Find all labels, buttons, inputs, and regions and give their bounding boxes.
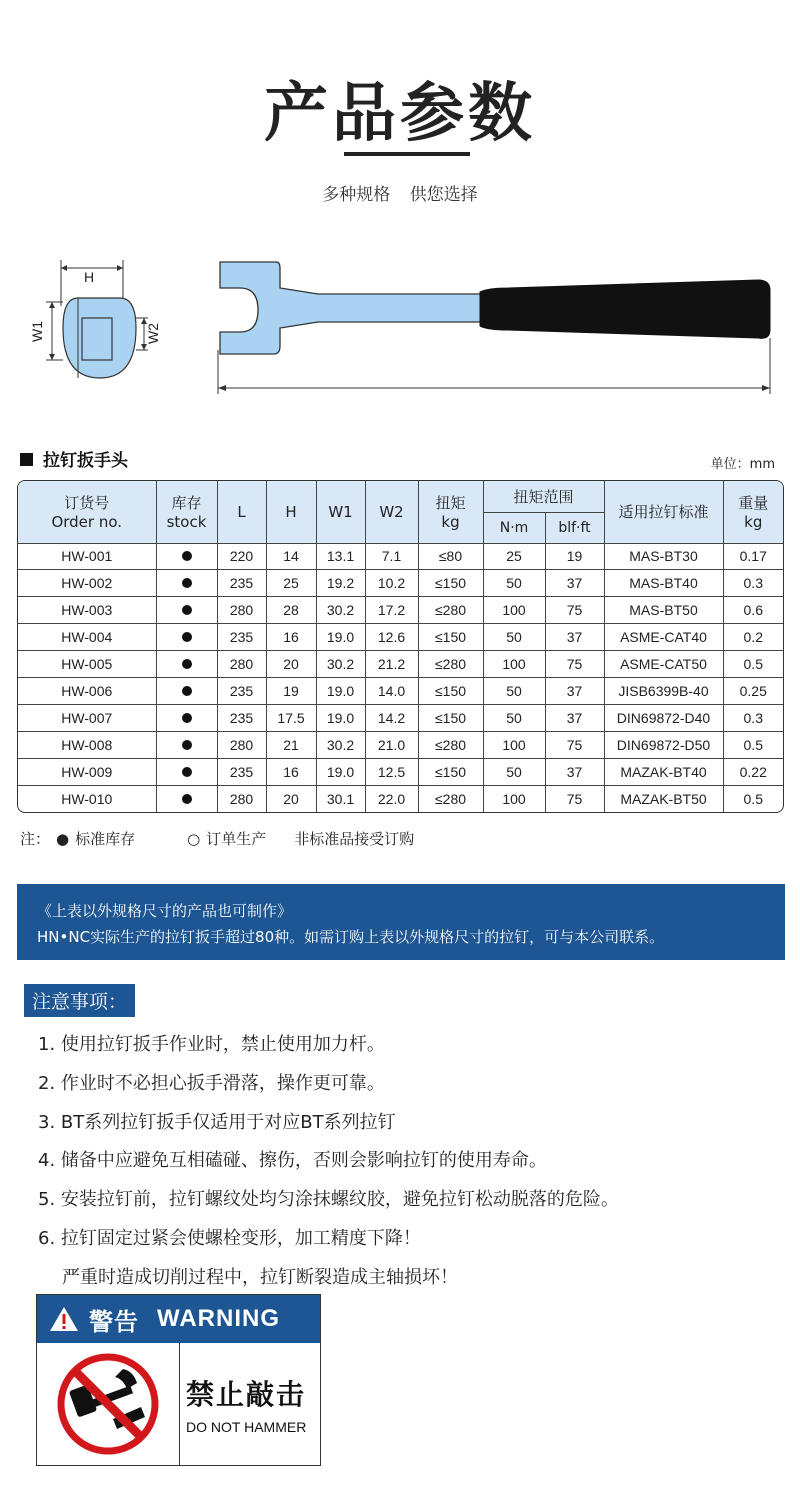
cell-nm: 50 [483, 758, 545, 785]
cell-l: 235 [217, 704, 266, 731]
warning-header [37, 1295, 320, 1343]
cell-w1: 13.1 [316, 543, 365, 570]
cell-weight: 0.5 [723, 785, 783, 812]
cell-order: HW-004 [18, 624, 156, 651]
header-w2: W2 [365, 481, 418, 543]
header-lbf: blf·ft [545, 512, 604, 543]
cell-standard: DIN69872-D40 [604, 704, 723, 731]
cell-h: 20 [266, 651, 316, 678]
cell-l: 235 [217, 570, 266, 597]
cell-stock [156, 543, 217, 570]
cell-weight: 0.3 [723, 570, 783, 597]
table-row [18, 651, 783, 678]
cell-torque: ≤150 [418, 624, 483, 651]
cell-stock [156, 570, 217, 597]
table-row [18, 543, 783, 570]
cell-weight: 0.17 [723, 543, 783, 570]
cell-lbf: 37 [545, 570, 604, 597]
cell-order: HW-008 [18, 731, 156, 758]
cell-l: 280 [217, 785, 266, 812]
table-row [18, 785, 783, 812]
notice-item: 3. BT系列拉钉扳手仅适用于对应BT系列拉钉 [38, 1111, 396, 1133]
cell-weight: 0.3 [723, 704, 783, 731]
cell-stock [156, 624, 217, 651]
custom-order-banner [17, 884, 785, 960]
cell-l: 280 [217, 651, 266, 678]
filled-dot-icon [182, 686, 192, 696]
page-subtitle: 多种规格 供您选择 [322, 185, 478, 205]
filled-dot-icon [182, 740, 192, 750]
cell-w1: 19.0 [316, 704, 365, 731]
cell-w2: 14.2 [365, 704, 418, 731]
cell-stock [156, 785, 217, 812]
notice-list [38, 1026, 619, 1298]
warning-sign [36, 1294, 321, 1466]
no-hammer-icon [37, 1343, 180, 1465]
header-order-en: Order no. [51, 513, 123, 532]
header-standard: 适用拉钉标准 [604, 481, 723, 543]
warning-label-cn: 警告 [89, 1307, 139, 1336]
cell-stock [156, 597, 217, 624]
cell-nm: 50 [483, 570, 545, 597]
cell-order: HW-010 [18, 785, 156, 812]
cell-stock [156, 758, 217, 785]
label-h: H [84, 269, 95, 285]
table-row [18, 704, 783, 731]
warning-triangle-icon [49, 1305, 79, 1333]
notice-item-continuation: 严重时造成切削过程中，拉钉断裂造成主轴损坏！ [62, 1266, 458, 1288]
section-title-text: 拉钉扳手头 [43, 451, 128, 471]
cell-w1: 30.2 [316, 597, 365, 624]
cell-order: HW-007 [18, 704, 156, 731]
cell-torque: ≤280 [418, 651, 483, 678]
cell-nm: 100 [483, 651, 545, 678]
banner-line-1: 《上表以外规格尺寸的产品也可制作》 [37, 902, 293, 920]
cell-w2: 17.2 [365, 597, 418, 624]
cell-standard: ASME-CAT50 [604, 651, 723, 678]
cell-nm: 100 [483, 731, 545, 758]
header-range: 扭矩范围 [483, 481, 604, 512]
header-weight-unit: kg [744, 513, 763, 532]
filled-dot-icon [182, 551, 192, 561]
cell-h: 20 [266, 785, 316, 812]
cell-w2: 12.5 [365, 758, 418, 785]
cell-h: 16 [266, 758, 316, 785]
cell-torque: ≤150 [418, 677, 483, 704]
square-bullet-icon [20, 453, 33, 466]
cell-lbf: 37 [545, 758, 604, 785]
notice-item: 1. 使用拉钉扳手作业时，禁止使用加力杆。 [38, 1034, 385, 1055]
spec-table [18, 481, 783, 812]
stock-legend [20, 828, 420, 849]
cell-h: 28 [266, 597, 316, 624]
table-row [18, 758, 783, 785]
header-h: H [266, 481, 316, 543]
filled-dot-icon [182, 794, 192, 804]
cell-torque: ≤280 [418, 731, 483, 758]
cell-w1: 19.0 [316, 758, 365, 785]
cell-weight: 0.2 [723, 624, 783, 651]
cell-lbf: 75 [545, 785, 604, 812]
warning-text-cn: 禁止敲击 [186, 1378, 307, 1411]
header-torque-unit: kg [441, 513, 460, 532]
cell-nm: 50 [483, 704, 545, 731]
cell-lbf: 37 [545, 704, 604, 731]
cell-l: 235 [217, 624, 266, 651]
cell-lbf: 37 [545, 677, 604, 704]
cell-torque: ≤150 [418, 758, 483, 785]
cell-w2: 21.2 [365, 651, 418, 678]
cell-l: 220 [217, 543, 266, 570]
cell-weight: 0.5 [723, 731, 783, 758]
cell-w2: 7.1 [365, 543, 418, 570]
cell-l: 280 [217, 597, 266, 624]
cell-order: HW-001 [18, 543, 156, 570]
cell-lbf: 75 [545, 731, 604, 758]
note-order-made: 订单生产 [206, 830, 267, 848]
note-standard: 标准库存 [75, 830, 136, 848]
header-w1: W1 [316, 481, 365, 543]
cell-w2: 10.2 [365, 570, 418, 597]
warning-label-en: WARNING [157, 1305, 280, 1332]
filled-dot-icon [182, 605, 192, 615]
header-torque-cn: 扭矩 [435, 494, 466, 513]
cell-w1: 19.0 [316, 677, 365, 704]
cell-standard: MAS-BT40 [604, 570, 723, 597]
cell-standard: ASME-CAT40 [604, 624, 723, 651]
cell-weight: 0.5 [723, 651, 783, 678]
cell-nm: 50 [483, 677, 545, 704]
cell-torque: ≤280 [418, 785, 483, 812]
cell-h: 17.5 [266, 704, 316, 731]
cell-h: 21 [266, 731, 316, 758]
cell-w1: 30.1 [316, 785, 365, 812]
header-torque [418, 481, 483, 543]
cell-l: 235 [217, 677, 266, 704]
page-title: 产品参数 [264, 77, 536, 151]
cell-w2: 22.0 [365, 785, 418, 812]
note-non-standard: 非标准品接受订购 [294, 830, 415, 848]
cell-order: HW-009 [18, 758, 156, 785]
cell-order: HW-006 [18, 677, 156, 704]
cell-standard: MAS-BT50 [604, 597, 723, 624]
filled-dot-icon [182, 632, 192, 642]
cell-standard: JISB6399B-40 [604, 677, 723, 704]
cell-stock [156, 704, 217, 731]
cell-h: 14 [266, 543, 316, 570]
cell-order: HW-005 [18, 651, 156, 678]
table-row [18, 570, 783, 597]
cell-torque: ≤80 [418, 543, 483, 570]
cell-w2: 12.6 [365, 624, 418, 651]
table-row [18, 597, 783, 624]
cell-order: HW-003 [18, 597, 156, 624]
header-stock-en: stock [166, 513, 207, 532]
notice-title: 注意事项： [24, 984, 135, 1017]
cell-lbf: 37 [545, 624, 604, 651]
cell-standard: MAS-BT30 [604, 543, 723, 570]
cell-lbf: 19 [545, 543, 604, 570]
filled-dot-icon [182, 659, 192, 669]
cell-weight: 0.22 [723, 758, 783, 785]
cell-h: 25 [266, 570, 316, 597]
cell-nm: 50 [483, 624, 545, 651]
cell-nm: 100 [483, 785, 545, 812]
wrench-diagram [18, 250, 778, 400]
title-underline [344, 152, 470, 156]
header-stock [156, 481, 217, 543]
notice-item: 4. 储备中应避免互相磕碰、擦伤，否则会影响拉钉的使用寿命。 [38, 1150, 547, 1172]
cell-standard: DIN69872-D50 [604, 731, 723, 758]
cell-h: 19 [266, 677, 316, 704]
hollow-dot-icon: ○ [187, 830, 201, 848]
filled-dot-icon: ● [56, 830, 70, 848]
notice-item: 2. 作业时不必担心扳手滑落，操作更可靠。 [38, 1072, 385, 1094]
cell-weight: 0.6 [723, 597, 783, 624]
cell-nm: 100 [483, 597, 545, 624]
spec-table-wrapper [17, 480, 784, 813]
header-order-cn: 订货号 [64, 494, 110, 513]
header-weight-cn: 重量 [738, 494, 769, 513]
label-w2: W2 [145, 323, 161, 344]
label-w1: W1 [29, 321, 45, 342]
cell-w2: 21.0 [365, 731, 418, 758]
header-stock-cn: 库存 [171, 494, 202, 513]
banner-line-2: HN•NC实际生产的拉钉扳手超过80种。如需订购上表以外规格尺寸的拉钉，可与本公司联系。 [37, 928, 665, 946]
cell-w1: 19.0 [316, 624, 365, 651]
cell-stock [156, 677, 217, 704]
cell-w2: 14.0 [365, 677, 418, 704]
cell-lbf: 75 [545, 651, 604, 678]
table-row [18, 731, 783, 758]
cell-w1: 30.2 [316, 731, 365, 758]
cell-h: 16 [266, 624, 316, 651]
table-row [18, 677, 783, 704]
cell-nm: 25 [483, 543, 545, 570]
cell-torque: ≤150 [418, 704, 483, 731]
cell-torque: ≤150 [418, 570, 483, 597]
header-order [18, 481, 156, 543]
table-row [18, 624, 783, 651]
header-nm: N·m [483, 512, 545, 543]
unit-label: 单位：mm [710, 457, 775, 472]
header-weight [723, 481, 783, 543]
cell-stock [156, 731, 217, 758]
cell-l: 280 [217, 731, 266, 758]
notice-item: 5. 安装拉钉前，拉钉螺纹处均匀涂抹螺纹胶，避免拉钉松动脱落的危险。 [38, 1189, 619, 1211]
filled-dot-icon [182, 713, 192, 723]
notice-item: 6. 拉钉固定过紧会使螺栓变形，加工精度下降！ [38, 1227, 421, 1249]
cell-l: 235 [217, 758, 266, 785]
cell-torque: ≤280 [418, 597, 483, 624]
filled-dot-icon [182, 767, 192, 777]
section-title [20, 446, 128, 471]
cell-stock [156, 651, 217, 678]
filled-dot-icon [182, 578, 192, 588]
cell-lbf: 75 [545, 597, 604, 624]
header-l: L [217, 481, 266, 543]
cell-standard: MAZAK-BT50 [604, 785, 723, 812]
cell-w1: 30.2 [316, 651, 365, 678]
cell-weight: 0.25 [723, 677, 783, 704]
cell-standard: MAZAK-BT40 [604, 758, 723, 785]
warning-text-en: DO NOT HAMMER [186, 1419, 307, 1435]
cell-order: HW-002 [18, 570, 156, 597]
note-prefix: 注： [20, 830, 51, 848]
cell-w1: 19.2 [316, 570, 365, 597]
